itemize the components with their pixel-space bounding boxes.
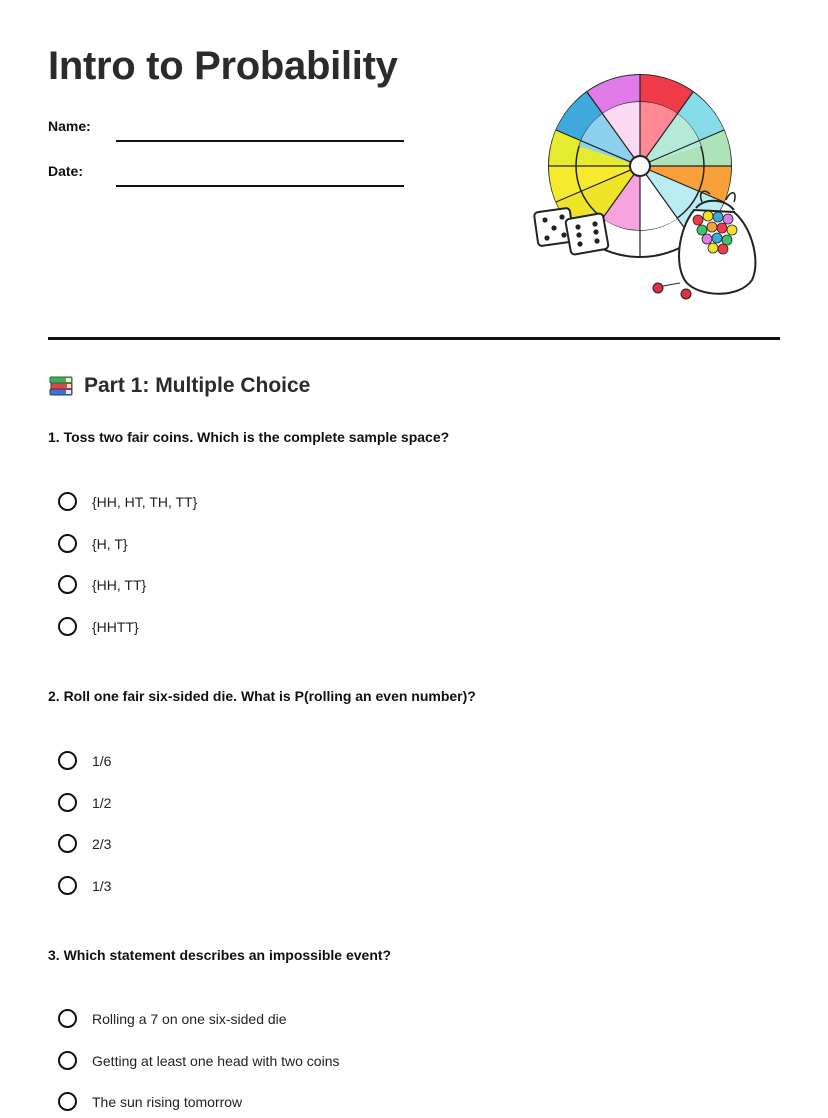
q2-option-3[interactable] bbox=[58, 834, 111, 853]
question-1-text: 1. Toss two fair coins. Which is the complete sample space? bbox=[48, 429, 450, 445]
option-label: The sun rising tomorrow bbox=[92, 1093, 243, 1110]
q2-option-1[interactable] bbox=[58, 751, 111, 770]
q1-option-1[interactable] bbox=[58, 492, 197, 511]
radio-button[interactable] bbox=[58, 876, 77, 895]
option-label: {H, T} bbox=[92, 535, 128, 552]
option-label: Rolling a 7 on one six-sided die bbox=[92, 1010, 287, 1027]
q3-option-2[interactable] bbox=[58, 1051, 339, 1070]
dice-icon bbox=[534, 208, 609, 255]
question-2-text: 2. Roll one fair six-sided die. What is P(rolling an even number)? bbox=[48, 688, 476, 704]
name-label: Name: bbox=[48, 118, 91, 134]
probability-illustration bbox=[528, 70, 764, 306]
option-label: Getting at least one head with two coins bbox=[92, 1052, 340, 1069]
name-field-row bbox=[48, 118, 404, 134]
q1-option-2[interactable] bbox=[58, 534, 128, 553]
q3-option-1[interactable] bbox=[58, 1009, 287, 1028]
option-label: {HH, HT, TH, TT} bbox=[92, 493, 198, 510]
radio-button[interactable] bbox=[58, 575, 77, 594]
radio-button[interactable] bbox=[58, 492, 77, 511]
q3-option-3[interactable] bbox=[58, 1092, 242, 1111]
name-input-line[interactable] bbox=[116, 140, 404, 142]
radio-button[interactable] bbox=[58, 617, 77, 636]
question-3-text: 3. Which statement describes an impossible event? bbox=[48, 947, 392, 963]
option-label: {HHTT} bbox=[92, 618, 139, 635]
q1-option-4[interactable] bbox=[58, 617, 139, 636]
radio-button[interactable] bbox=[58, 834, 77, 853]
radio-button[interactable] bbox=[58, 793, 77, 812]
section-heading bbox=[48, 374, 310, 398]
radio-button[interactable] bbox=[58, 1009, 77, 1028]
section-title: Part 1: Multiple Choice bbox=[84, 374, 311, 397]
q1-option-3[interactable] bbox=[58, 575, 146, 594]
q2-option-2[interactable] bbox=[58, 793, 111, 812]
option-label: 2/3 bbox=[92, 835, 112, 852]
date-label: Date: bbox=[48, 163, 84, 179]
radio-button[interactable] bbox=[58, 751, 77, 770]
date-field-row bbox=[48, 163, 404, 179]
option-label: 1/2 bbox=[92, 794, 112, 811]
radio-button[interactable] bbox=[58, 534, 77, 553]
q2-option-4[interactable] bbox=[58, 876, 111, 895]
radio-button[interactable] bbox=[58, 1051, 77, 1070]
option-label: 1/3 bbox=[92, 877, 112, 894]
option-label: 1/6 bbox=[92, 752, 112, 769]
date-input-line[interactable] bbox=[116, 185, 404, 187]
page-title: Intro to Probability bbox=[48, 44, 398, 88]
books-icon bbox=[48, 374, 74, 398]
section-divider bbox=[48, 337, 780, 340]
radio-button[interactable] bbox=[58, 1092, 77, 1111]
option-label: {HH, TT} bbox=[92, 576, 147, 593]
